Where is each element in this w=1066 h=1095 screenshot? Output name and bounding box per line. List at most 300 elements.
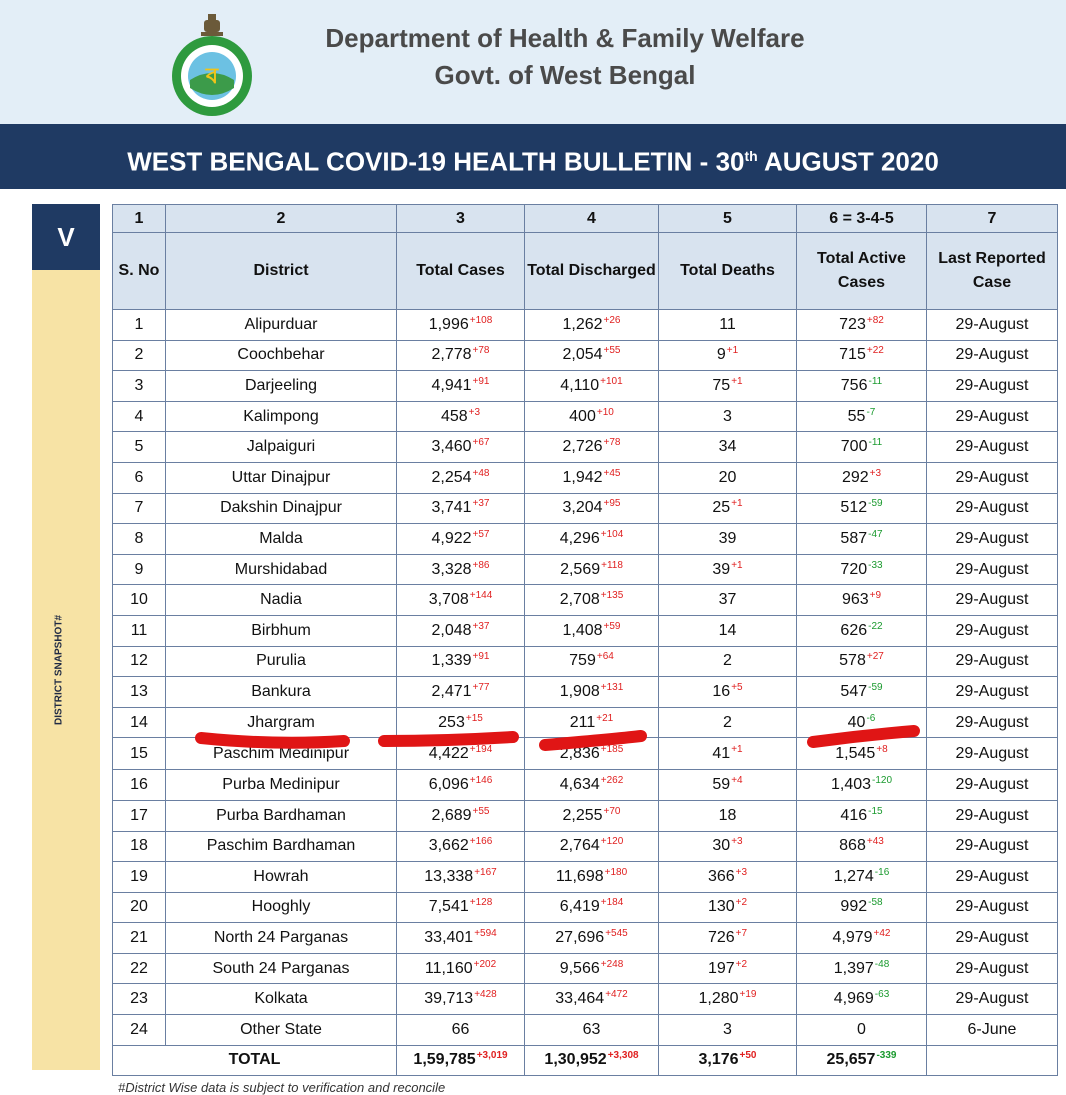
total-deaths-cell [659, 615, 797, 646]
district-cell: North 24 Parganas [166, 923, 397, 954]
total-cases-cell [397, 1015, 525, 1046]
table-row [113, 984, 1058, 1015]
banner-month-year: AUGUST 2020 [757, 146, 939, 177]
total-cases-cell [397, 493, 525, 524]
table-row [113, 862, 1058, 893]
active-cases-cell [797, 953, 927, 984]
total-deaths-cell [659, 677, 797, 708]
total-cases-cell-change: +15 [465, 712, 483, 724]
total-discharged-cell-value: 2,726 [562, 438, 603, 456]
last-reported-cell: 29-August [927, 615, 1058, 646]
active-cases-cell [797, 831, 927, 862]
table-row [113, 892, 1058, 923]
total-cases-cell-value: 1,339 [431, 652, 472, 670]
active-cases-cell [797, 310, 927, 341]
total-cases-cell-value: 458 [440, 407, 468, 425]
footnote: #District Wise data is subject to verification and reconcile [118, 1080, 446, 1095]
total-cases-cell [397, 984, 525, 1015]
district-cell: Alipurduar [166, 310, 397, 341]
total-row [113, 1045, 1058, 1076]
total-deaths-cell-value: 59 [712, 776, 731, 794]
active-cases-cell-value: 547 [840, 682, 868, 700]
active-cases-cell [797, 371, 927, 402]
column-number: 3 [397, 205, 525, 233]
active-cases-cell-value: 416 [840, 806, 868, 824]
active-cases-cell [797, 738, 927, 770]
total-discharged-cell [525, 432, 659, 463]
total-cases-cell-change: +128 [469, 897, 493, 909]
total-cases-cell-value: 11,160 [424, 959, 473, 977]
active-cases-cell-value: 578 [839, 652, 866, 670]
column-header: S. No [113, 233, 166, 310]
serial-number-cell: 13 [113, 677, 166, 708]
total-cases-cell-change: +37 [472, 620, 490, 632]
total-deaths-cell [659, 462, 797, 493]
table-row [113, 800, 1058, 831]
last-reported-cell: 29-August [927, 554, 1058, 585]
total-deaths-cell-change: +2 [735, 897, 748, 909]
total-discharged-cell [525, 401, 659, 432]
serial-number-cell: 5 [113, 432, 166, 463]
sidebar-band [32, 270, 100, 1070]
header-band [0, 0, 1066, 124]
district-cell: Jalpaiguri [166, 432, 397, 463]
total-discharged-cell [525, 646, 659, 677]
total-discharged-cell-change: +118 [601, 559, 623, 571]
column-number: 4 [525, 205, 659, 233]
total-discharged-cell [525, 923, 659, 954]
total-discharged-cell-change: +45 [603, 467, 621, 479]
active-cases-cell [797, 401, 927, 432]
total-cases-cell-value: 33,401 [424, 929, 474, 947]
total-discharged-cell-value: 11,698 [555, 867, 604, 885]
total-discharged-cell-change: +55 [603, 345, 621, 357]
last-reported-cell: 29-August [927, 432, 1058, 463]
total-cases-cell-change: +57 [472, 528, 490, 540]
total-deaths-cell [659, 493, 797, 524]
serial-number-cell: 24 [113, 1015, 166, 1046]
total-discharged-cell-change: +70 [603, 805, 621, 817]
total-discharged-cell [525, 615, 659, 646]
active-cases-cell-change: +42 [873, 928, 891, 940]
total-cases-cell-value: 4,422 [428, 744, 469, 762]
active-cases-cell-change: +27 [866, 651, 884, 663]
last-reported-cell: 29-August [927, 770, 1058, 801]
total-discharged-cell-change: +120 [600, 836, 624, 848]
total-discharged-cell [525, 800, 659, 831]
last-reported-cell: 29-August [927, 738, 1058, 770]
total-cases-cell-change: +108 [469, 314, 493, 326]
column-header: Total Discharged [525, 233, 659, 310]
total-discharged-cell [525, 371, 659, 402]
serial-number-cell: 21 [113, 923, 166, 954]
serial-number-cell: 8 [113, 524, 166, 555]
total-discharged-cell [525, 831, 659, 862]
total-cases-cell-change: +146 [469, 775, 493, 787]
total-deaths-cell-change: +1 [726, 345, 739, 357]
last-reported-cell: 29-August [927, 401, 1058, 432]
column-header: District [166, 233, 397, 310]
total-deaths-sum-change: +50 [739, 1050, 757, 1062]
active-cases-cell [797, 862, 927, 893]
total-cases-cell-value: 1,996 [428, 315, 469, 333]
table-row [113, 432, 1058, 463]
table-row [113, 953, 1058, 984]
banner-prefix: WEST BENGAL COVID-19 HEALTH BULLETIN - 30 [127, 146, 745, 177]
total-discharged-cell-value: 1,942 [562, 468, 603, 486]
total-deaths-sum-value: 3,176 [698, 1051, 739, 1069]
total-discharged-cell-value: 2,569 [560, 560, 601, 578]
table-row [113, 462, 1058, 493]
serial-number-cell: 11 [113, 615, 166, 646]
serial-number-cell: 17 [113, 800, 166, 831]
total-deaths-cell-value: 2 [723, 652, 732, 670]
last-reported-cell: 29-August [927, 862, 1058, 893]
active-cases-cell-change: -59 [868, 498, 883, 510]
active-cases-cell-value: 40 [847, 713, 866, 731]
total-active-sum [797, 1045, 927, 1076]
last-reported-cell: 29-August [927, 340, 1058, 371]
last-reported-cell: 6-June [927, 1015, 1058, 1046]
total-discharged-cell-change: +131 [600, 681, 624, 693]
column-number-row [113, 205, 1058, 233]
active-cases-cell-value: 292 [841, 468, 869, 486]
total-deaths-cell [659, 1015, 797, 1046]
total-deaths-cell-value: 3 [723, 1020, 732, 1038]
total-discharged-cell-value: 4,110 [560, 376, 600, 394]
total-deaths-cell-value: 39 [712, 560, 731, 578]
last-reported-cell: 29-August [927, 524, 1058, 555]
total-cases-cell [397, 432, 525, 463]
active-cases-cell-change: -11 [868, 375, 883, 387]
active-cases-cell-value: 723 [839, 315, 866, 333]
total-discharged-cell-value: 2,708 [559, 591, 600, 609]
total-cases-cell [397, 554, 525, 585]
serial-number-cell: 23 [113, 984, 166, 1015]
last-reported-cell: 29-August [927, 831, 1058, 862]
active-cases-cell-change: -120 [872, 775, 893, 787]
banner-ordinal: th [744, 148, 758, 164]
total-deaths-cell-value: 18 [718, 806, 737, 824]
section-number: V [32, 204, 100, 270]
table-row [113, 615, 1058, 646]
district-cell: Uttar Dinajpur [166, 462, 397, 493]
active-cases-cell-value: 992 [840, 898, 868, 916]
active-cases-cell [797, 585, 927, 616]
last-reported-cell: 29-August [927, 585, 1058, 616]
active-cases-cell [797, 800, 927, 831]
total-discharged-cell-value: 1,908 [559, 682, 600, 700]
active-cases-cell-value: 1,403 [830, 776, 872, 794]
total-discharged-cell-value: 759 [569, 652, 596, 670]
total-cases-cell-value: 4,941 [431, 376, 472, 394]
active-cases-cell-change: -47 [868, 528, 883, 540]
total-discharged-cell [525, 493, 659, 524]
total-discharged-cell-change: +184 [600, 897, 624, 909]
total-discharged-cell [525, 953, 659, 984]
total-cases-cell-change: +144 [469, 590, 493, 602]
active-cases-cell-value: 1,545 [835, 744, 876, 762]
total-cases-cell-change: +48 [472, 467, 490, 479]
active-cases-cell-change: -48 [874, 958, 890, 970]
total-discharged-cell-value: 9,566 [559, 959, 600, 977]
total-cases-cell [397, 862, 525, 893]
column-label-row [113, 233, 1058, 310]
total-last-empty [927, 1045, 1058, 1076]
total-deaths-cell-value: 3 [723, 407, 732, 425]
column-number: 2 [166, 205, 397, 233]
total-cases-cell-value: 3,662 [428, 837, 469, 855]
active-cases-cell-value: 4,979 [832, 929, 873, 947]
active-cases-cell-change: -16 [874, 866, 890, 878]
active-cases-cell [797, 340, 927, 371]
total-label: TOTAL [113, 1045, 397, 1076]
total-cases-cell-change: +167 [474, 866, 497, 878]
total-deaths-cell [659, 738, 797, 770]
total-deaths-cell-value: 34 [718, 438, 737, 456]
total-discharged-cell [525, 310, 659, 341]
district-cell: Purulia [166, 646, 397, 677]
total-deaths-cell-value: 2 [723, 713, 732, 731]
last-reported-cell: 29-August [927, 707, 1058, 738]
active-cases-cell-value: 512 [840, 499, 868, 517]
active-cases-cell [797, 677, 927, 708]
column-number: 5 [659, 205, 797, 233]
total-cases-cell-value: 253 [438, 713, 465, 731]
active-cases-cell-change: -33 [868, 559, 883, 571]
column-header: Last Reported Case [927, 233, 1058, 310]
total-cases-sum-change: +3,019 [476, 1050, 508, 1062]
total-discharged-cell-value: 2,836 [559, 744, 600, 762]
active-cases-cell [797, 554, 927, 585]
total-cases-cell-change: +91 [472, 651, 490, 663]
total-cases-cell-value: 3,708 [428, 591, 469, 609]
active-cases-cell [797, 892, 927, 923]
total-cases-cell-value: 2,778 [431, 346, 472, 364]
total-discharged-cell [525, 892, 659, 923]
serial-number-cell: 15 [113, 738, 166, 770]
total-discharged-cell-change: +248 [600, 958, 624, 970]
total-cases-cell [397, 923, 525, 954]
active-cases-cell-change: +82 [866, 314, 884, 326]
total-deaths-cell-value: 366 [707, 867, 735, 885]
total-discharged-cell-change: +26 [603, 314, 621, 326]
total-cases-cell-value: 39,713 [424, 990, 474, 1008]
total-discharged-cell-change: +545 [605, 928, 628, 940]
total-deaths-cell-value: 16 [712, 682, 731, 700]
total-deaths-cell-value: 41 [712, 744, 731, 762]
total-cases-cell-value: 3,460 [431, 438, 472, 456]
active-cases-cell-value: 1,274 [833, 867, 874, 885]
total-cases-cell-value: 66 [451, 1020, 470, 1038]
total-discharged-cell [525, 862, 659, 893]
table-body [113, 310, 1058, 1076]
active-cases-cell-change: -63 [874, 989, 890, 1001]
total-cases-cell [397, 585, 525, 616]
total-deaths-cell-change: +19 [739, 989, 757, 1001]
total-discharged-cell-change: +101 [600, 375, 623, 387]
total-cases-cell [397, 953, 525, 984]
district-snapshot-label: DISTRICT SNAPSHOT# [53, 614, 65, 726]
active-cases-cell-change: +9 [869, 590, 882, 602]
total-discharged-cell-value: 27,696 [555, 929, 605, 947]
table-row [113, 770, 1058, 801]
active-cases-cell [797, 984, 927, 1015]
total-cases-cell [397, 738, 525, 770]
serial-number-cell: 20 [113, 892, 166, 923]
district-cell: Kalimpong [166, 401, 397, 432]
total-discharged-cell-change: +472 [605, 989, 628, 1001]
serial-number-cell: 1 [113, 310, 166, 341]
total-cases-cell-value: 2,048 [431, 621, 472, 639]
total-discharged-cell-change: +180 [604, 866, 628, 878]
active-cases-cell-value: 1,397 [833, 959, 874, 977]
total-cases-cell [397, 524, 525, 555]
total-discharged-cell-change: +135 [600, 590, 624, 602]
district-cell: Purba Bardhaman [166, 800, 397, 831]
total-deaths-cell-change: +4 [731, 775, 743, 787]
total-cases-cell-change: +67 [472, 437, 490, 449]
total-cases-cell-change: +91 [472, 375, 490, 387]
total-discharged-cell-change: +262 [600, 775, 624, 787]
total-discharged-cell-value: 400 [569, 407, 596, 425]
active-cases-cell-change: -58 [868, 897, 883, 909]
active-cases-cell [797, 707, 927, 738]
total-discharged-cell-value: 6,419 [559, 898, 600, 916]
serial-number-cell: 16 [113, 770, 166, 801]
total-discharged-sum [525, 1045, 659, 1076]
total-discharged-cell-value: 2,054 [562, 346, 603, 364]
total-cases-cell [397, 707, 525, 738]
table-row [113, 1015, 1058, 1046]
total-deaths-cell-value: 75 [712, 376, 731, 394]
district-cell: Nadia [166, 585, 397, 616]
total-deaths-cell [659, 892, 797, 923]
table-row [113, 493, 1058, 524]
total-cases-cell-value: 2,689 [431, 806, 472, 824]
total-discharged-cell-value: 4,296 [559, 529, 600, 547]
total-deaths-cell-change: +1 [731, 743, 743, 755]
total-deaths-cell [659, 524, 797, 555]
active-cases-cell-value: 963 [841, 591, 869, 609]
total-discharged-cell-value: 2,764 [559, 837, 600, 855]
district-cell: Howrah [166, 862, 397, 893]
serial-number-cell: 14 [113, 707, 166, 738]
total-discharged-cell-value: 2,255 [562, 806, 603, 824]
active-cases-cell-value: 868 [839, 837, 866, 855]
total-discharged-cell [525, 524, 659, 555]
total-deaths-cell [659, 646, 797, 677]
total-deaths-cell [659, 800, 797, 831]
active-cases-cell-change: +22 [866, 345, 884, 357]
total-discharged-cell-value: 1,408 [562, 621, 603, 639]
last-reported-cell: 29-August [927, 984, 1058, 1015]
serial-number-cell: 18 [113, 831, 166, 862]
active-cases-cell-value: 720 [840, 560, 868, 578]
total-deaths-cell [659, 401, 797, 432]
total-discharged-cell-value: 211 [569, 713, 596, 731]
total-deaths-cell-value: 726 [707, 929, 735, 947]
total-discharged-sum-value: 1,30,952 [544, 1051, 607, 1069]
table-row [113, 371, 1058, 402]
total-cases-cell [397, 340, 525, 371]
total-deaths-cell-change: +3 [731, 836, 743, 848]
active-cases-cell-change: -59 [868, 681, 883, 693]
total-deaths-cell-change: +2 [735, 958, 748, 970]
total-discharged-cell [525, 462, 659, 493]
district-table [112, 204, 1058, 1076]
total-deaths-cell [659, 432, 797, 463]
last-reported-cell: 29-August [927, 493, 1058, 524]
total-cases-cell-change: +77 [472, 681, 490, 693]
total-discharged-cell-change: +104 [600, 528, 624, 540]
column-number: 7 [927, 205, 1058, 233]
total-cases-cell-value: 3,741 [431, 499, 472, 517]
total-discharged-cell [525, 554, 659, 585]
total-discharged-cell-value: 33,464 [555, 990, 605, 1008]
svg-text:ব: ব [205, 64, 219, 89]
column-number: 1 [113, 205, 166, 233]
total-deaths-cell-value: 25 [712, 499, 731, 517]
total-discharged-cell [525, 677, 659, 708]
total-cases-cell [397, 615, 525, 646]
total-deaths-cell [659, 554, 797, 585]
district-cell: Birbhum [166, 615, 397, 646]
total-deaths-cell [659, 831, 797, 862]
total-deaths-cell [659, 310, 797, 341]
last-reported-cell: 29-August [927, 677, 1058, 708]
total-discharged-cell-change: +78 [603, 437, 621, 449]
serial-number-cell: 9 [113, 554, 166, 585]
serial-number-cell: 4 [113, 401, 166, 432]
total-cases-cell-value: 2,254 [431, 468, 472, 486]
total-cases-cell-value: 7,541 [428, 898, 469, 916]
district-cell: Hooghly [166, 892, 397, 923]
last-reported-cell: 29-August [927, 953, 1058, 984]
total-discharged-cell-change: +64 [596, 651, 614, 663]
serial-number-cell: 12 [113, 646, 166, 677]
total-discharged-cell [525, 585, 659, 616]
total-deaths-cell-value: 39 [718, 529, 737, 547]
total-deaths-cell-change: +5 [731, 681, 743, 693]
total-cases-cell-change: +78 [472, 345, 490, 357]
total-discharged-cell [525, 770, 659, 801]
total-discharged-cell-change: +185 [600, 743, 624, 755]
total-cases-cell-change: +55 [472, 805, 490, 817]
total-discharged-cell-change: +95 [603, 498, 621, 510]
district-cell: Dakshin Dinajpur [166, 493, 397, 524]
total-deaths-cell [659, 340, 797, 371]
total-cases-cell-change: +428 [474, 989, 497, 1001]
total-cases-cell [397, 401, 525, 432]
total-deaths-cell-change: +3 [735, 866, 748, 878]
active-cases-cell-change: +43 [866, 836, 884, 848]
active-cases-cell-change: -7 [866, 406, 876, 418]
active-cases-cell [797, 770, 927, 801]
total-discharged-cell-change: +21 [596, 712, 614, 724]
active-cases-cell [797, 646, 927, 677]
total-cases-cell-change: +166 [469, 836, 493, 848]
total-cases-cell [397, 646, 525, 677]
total-cases-cell [397, 371, 525, 402]
total-deaths-cell [659, 770, 797, 801]
active-cases-cell-change: +8 [876, 743, 888, 755]
department-title: Department of Health & Family Welfare [325, 23, 805, 53]
total-deaths-cell [659, 707, 797, 738]
total-deaths-cell-value: 1,280 [698, 990, 739, 1008]
last-reported-cell: 29-August [927, 892, 1058, 923]
district-cell: Coochbehar [166, 340, 397, 371]
